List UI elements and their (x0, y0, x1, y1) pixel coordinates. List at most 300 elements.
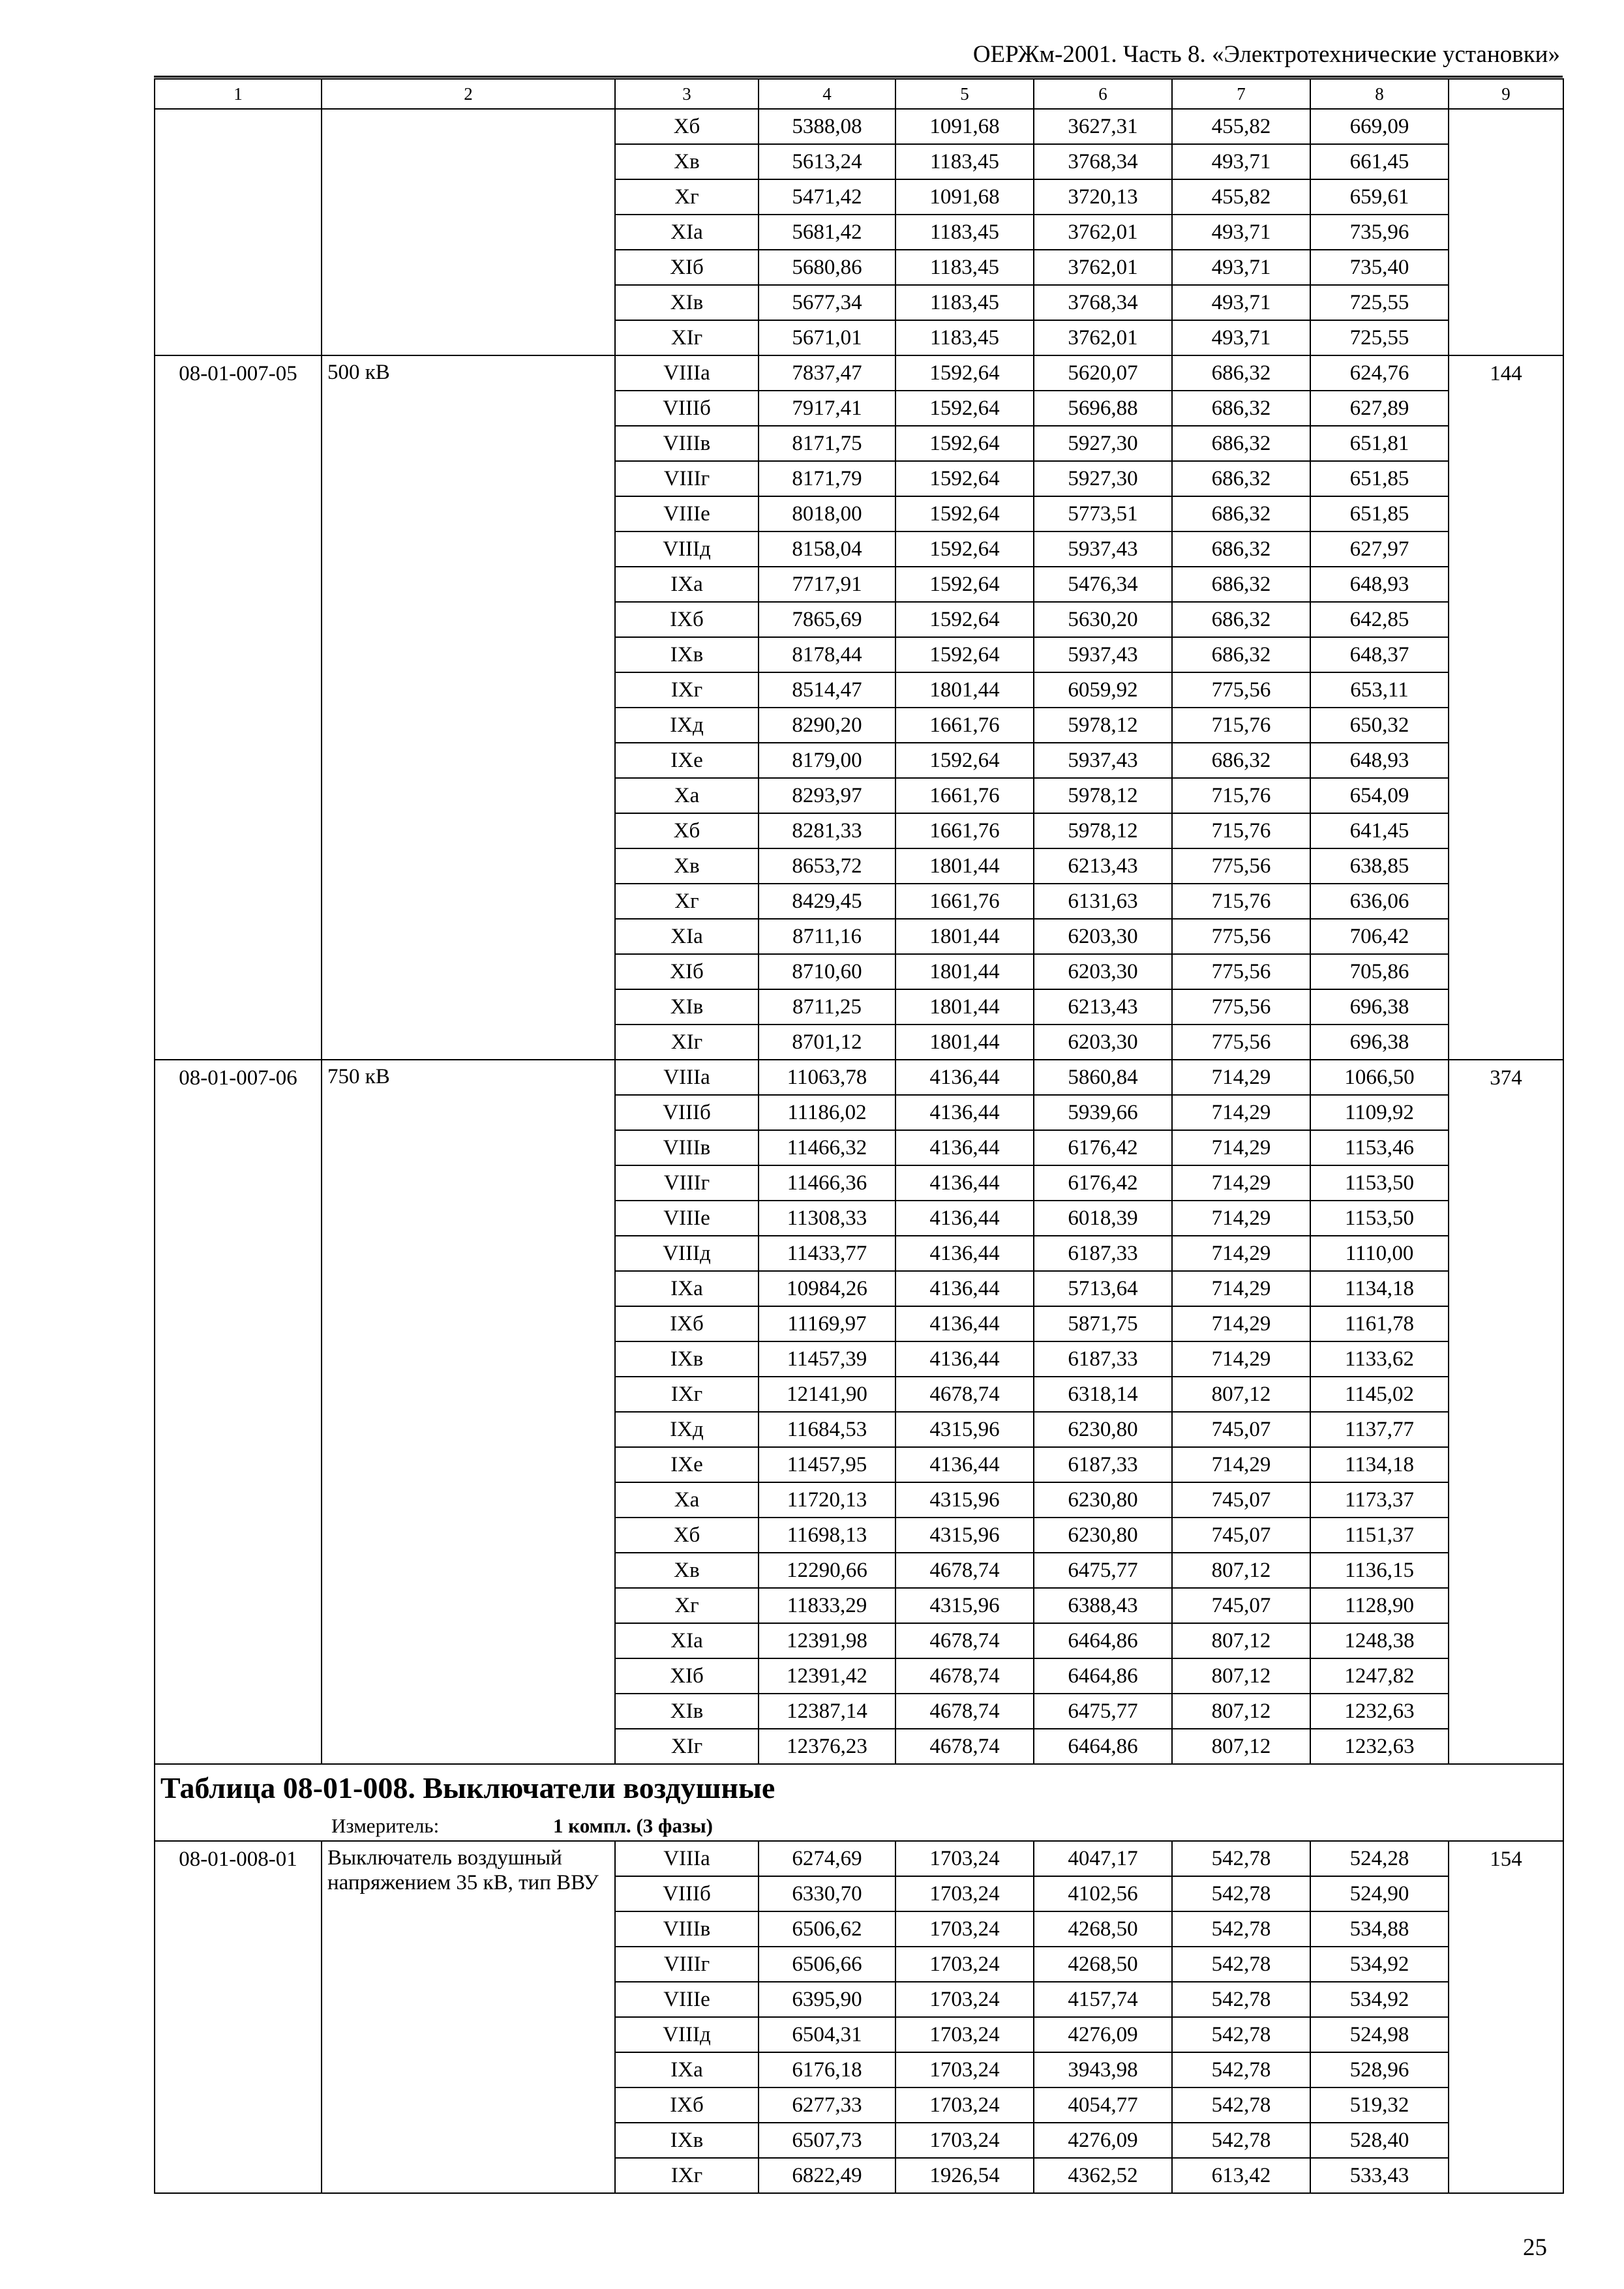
value-cell: 8701,12 (759, 1025, 895, 1060)
value-cell: 1801,44 (895, 989, 1034, 1025)
value-cell: 1703,24 (895, 1947, 1034, 1982)
value-cell: 493,71 (1172, 320, 1310, 355)
value-cell: 642,85 (1310, 602, 1449, 637)
value-cell: 6203,30 (1034, 1025, 1172, 1060)
value-cell: 1926,54 (895, 2158, 1034, 2193)
value-cell: 651,85 (1310, 461, 1449, 496)
value-cell: 3768,34 (1034, 285, 1172, 320)
value-cell: 6230,80 (1034, 1482, 1172, 1518)
zone-cell: XIб (615, 1658, 759, 1694)
zone-cell: VIIIг (615, 461, 759, 496)
value-cell: 1592,64 (895, 567, 1034, 602)
value-cell: 8293,97 (759, 778, 895, 813)
value-cell: 4136,44 (895, 1201, 1034, 1236)
value-cell: 5620,07 (1034, 355, 1172, 391)
zone-cell: Xб (615, 1518, 759, 1553)
value-cell: 5388,08 (759, 109, 895, 144)
zone-cell: IXб (615, 2087, 759, 2123)
value-cell: 1136,15 (1310, 1553, 1449, 1588)
zone-cell: IXб (615, 602, 759, 637)
value-cell: 8290,20 (759, 708, 895, 743)
value-cell: 1703,24 (895, 1841, 1034, 1876)
value-cell: 1151,37 (1310, 1518, 1449, 1553)
value-cell: 11466,32 (759, 1130, 895, 1165)
zone-cell: VIIIб (615, 1876, 759, 1911)
value-cell: 1592,64 (895, 391, 1034, 426)
value-cell: 686,32 (1172, 391, 1310, 426)
value-cell: 3943,98 (1034, 2052, 1172, 2087)
value-cell: 6507,73 (759, 2123, 895, 2158)
zone-cell: IXв (615, 1341, 759, 1377)
value-cell: 5937,43 (1034, 743, 1172, 778)
col-number: 8 (1310, 79, 1449, 109)
value-cell: 8711,25 (759, 989, 895, 1025)
value-cell: 807,12 (1172, 1377, 1310, 1412)
rate-extra-value: 144 (1449, 355, 1563, 1060)
zone-cell: XIв (615, 1694, 759, 1729)
zone-cell: Xг (615, 1588, 759, 1623)
value-cell: 1091,68 (895, 109, 1034, 144)
value-cell: 636,06 (1310, 884, 1449, 919)
value-cell: 745,07 (1172, 1588, 1310, 1623)
value-cell: 11457,39 (759, 1341, 895, 1377)
value-cell: 735,96 (1310, 215, 1449, 250)
value-cell: 12387,14 (759, 1694, 895, 1729)
zone-cell: Xв (615, 1553, 759, 1588)
value-cell: 6388,43 (1034, 1588, 1172, 1623)
value-cell: 1592,64 (895, 602, 1034, 637)
zone-cell: Xг (615, 884, 759, 919)
value-cell: 534,92 (1310, 1982, 1449, 2017)
zone-cell: IXг (615, 1377, 759, 1412)
zone-cell: Xв (615, 144, 759, 179)
value-cell: 1183,45 (895, 320, 1034, 355)
value-cell: 669,09 (1310, 109, 1449, 144)
value-cell: 8711,16 (759, 919, 895, 954)
value-cell: 5978,12 (1034, 778, 1172, 813)
value-cell: 524,28 (1310, 1841, 1449, 1876)
value-cell: 1661,76 (895, 884, 1034, 919)
value-cell: 11833,29 (759, 1588, 895, 1623)
value-cell: 6506,62 (759, 1911, 895, 1947)
value-cell: 638,85 (1310, 848, 1449, 884)
value-cell: 6059,92 (1034, 672, 1172, 708)
value-cell: 807,12 (1172, 1694, 1310, 1729)
value-cell: 686,32 (1172, 496, 1310, 531)
value-cell: 775,56 (1172, 919, 1310, 954)
header-title: ОЕРЖм-2001. Часть 8. «Электротехнические установки» (972, 41, 1560, 68)
value-cell: 1592,64 (895, 531, 1034, 567)
rate-extra-value: 374 (1449, 1060, 1563, 1764)
value-cell: 1137,77 (1310, 1412, 1449, 1447)
value-cell: 12391,98 (759, 1623, 895, 1658)
value-cell: 6187,33 (1034, 1447, 1172, 1482)
value-cell: 4136,44 (895, 1236, 1034, 1271)
value-cell: 686,32 (1172, 602, 1310, 637)
zone-cell: IXв (615, 2123, 759, 2158)
table-008-heading (155, 1764, 1563, 1841)
value-cell: 5696,88 (1034, 391, 1172, 426)
value-cell: 5871,75 (1034, 1306, 1172, 1341)
value-cell: 1133,62 (1310, 1341, 1449, 1377)
value-cell: 696,38 (1310, 1025, 1449, 1060)
value-cell: 1703,24 (895, 2052, 1034, 2087)
value-cell: 6176,42 (1034, 1165, 1172, 1201)
rate-code: 08-01-007-06 (155, 1060, 322, 1764)
table-row (155, 1060, 1563, 1095)
value-cell: 5471,42 (759, 179, 895, 215)
table-title-row (155, 1764, 1563, 1812)
price-table-container (154, 78, 1563, 2194)
value-cell: 542,78 (1172, 2123, 1310, 2158)
value-cell: 4136,44 (895, 1306, 1034, 1341)
value-cell: 1248,38 (1310, 1623, 1449, 1658)
zone-cell: VIIIб (615, 1095, 759, 1130)
zone-cell: IXа (615, 1271, 759, 1306)
value-cell: 6464,86 (1034, 1729, 1172, 1764)
zone-cell: Xб (615, 109, 759, 144)
zone-cell: VIIIа (615, 355, 759, 391)
value-cell: 5927,30 (1034, 461, 1172, 496)
value-cell: 1145,02 (1310, 1377, 1449, 1412)
value-cell: 6213,43 (1034, 989, 1172, 1025)
value-cell: 3720,13 (1034, 179, 1172, 215)
value-cell: 11457,95 (759, 1447, 895, 1482)
value-cell: 1091,68 (895, 179, 1034, 215)
value-cell: 715,76 (1172, 708, 1310, 743)
value-cell: 686,32 (1172, 461, 1310, 496)
value-cell: 627,89 (1310, 391, 1449, 426)
value-cell: 6131,63 (1034, 884, 1172, 919)
value-cell: 6018,39 (1034, 1201, 1172, 1236)
value-cell: 1592,64 (895, 461, 1034, 496)
value-cell: 493,71 (1172, 144, 1310, 179)
value-cell: 714,29 (1172, 1447, 1310, 1482)
value-cell: 7865,69 (759, 602, 895, 637)
value-cell: 5978,12 (1034, 813, 1172, 848)
zone-cell: VIIIа (615, 1060, 759, 1095)
value-cell: 686,32 (1172, 426, 1310, 461)
value-cell: 4102,56 (1034, 1876, 1172, 1911)
value-cell: 7717,91 (759, 567, 895, 602)
zone-cell: VIIIв (615, 426, 759, 461)
value-cell: 1153,50 (1310, 1165, 1449, 1201)
measure-cell (155, 1812, 1563, 1841)
value-cell: 1703,24 (895, 2123, 1034, 2158)
value-cell: 6176,42 (1034, 1130, 1172, 1165)
value-cell: 1801,44 (895, 848, 1034, 884)
value-cell: 725,55 (1310, 285, 1449, 320)
value-cell: 714,29 (1172, 1201, 1310, 1236)
value-cell: 775,56 (1172, 1025, 1310, 1060)
value-cell: 11308,33 (759, 1201, 895, 1236)
col-number: 4 (759, 79, 895, 109)
value-cell: 6506,66 (759, 1947, 895, 1982)
value-cell: 1232,63 (1310, 1694, 1449, 1729)
rate-name: Выключатель воздушный напряжением 35 кВ, тип ВВУ (322, 1841, 615, 2193)
zone-cell: Xа (615, 1482, 759, 1518)
value-cell: 1592,64 (895, 743, 1034, 778)
value-cell: 11684,53 (759, 1412, 895, 1447)
value-cell: 5476,34 (1034, 567, 1172, 602)
value-cell: 6230,80 (1034, 1412, 1172, 1447)
value-cell: 4678,74 (895, 1553, 1034, 1588)
table-row (155, 1841, 1563, 1876)
value-cell: 6395,90 (759, 1982, 895, 2017)
col-number: 1 (155, 79, 322, 109)
value-cell: 8710,60 (759, 954, 895, 989)
col-number: 9 (1449, 79, 1563, 109)
value-cell: 4678,74 (895, 1694, 1034, 1729)
zone-cell: Xа (615, 778, 759, 813)
column-number-row (155, 79, 1563, 109)
value-cell: 11698,13 (759, 1518, 895, 1553)
rate-code: 08-01-008-01 (155, 1841, 322, 2193)
value-cell: 493,71 (1172, 215, 1310, 250)
value-cell: 4276,09 (1034, 2123, 1172, 2158)
value-cell: 4136,44 (895, 1341, 1034, 1377)
value-cell: 12391,42 (759, 1658, 895, 1694)
value-cell: 648,37 (1310, 637, 1449, 672)
value-cell: 542,78 (1172, 2052, 1310, 2087)
zone-cell: XIв (615, 285, 759, 320)
value-cell: 12141,90 (759, 1377, 895, 1412)
value-cell: 1110,00 (1310, 1236, 1449, 1271)
value-cell: 8653,72 (759, 848, 895, 884)
value-cell: 1134,18 (1310, 1447, 1449, 1482)
value-cell: 12290,66 (759, 1553, 895, 1588)
value-cell: 1128,90 (1310, 1588, 1449, 1623)
value-cell: 1801,44 (895, 919, 1034, 954)
zone-cell: VIIIб (615, 391, 759, 426)
zone-cell: XIг (615, 1729, 759, 1764)
value-cell: 6822,49 (759, 2158, 895, 2193)
rate-extra-value (1449, 109, 1563, 355)
value-cell: 651,81 (1310, 426, 1449, 461)
value-cell: 5937,43 (1034, 637, 1172, 672)
value-cell: 1173,37 (1310, 1482, 1449, 1518)
value-cell: 4678,74 (895, 1729, 1034, 1764)
value-cell: 654,09 (1310, 778, 1449, 813)
value-cell: 1109,92 (1310, 1095, 1449, 1130)
zone-cell: XIв (615, 989, 759, 1025)
value-cell: 706,42 (1310, 919, 1449, 954)
value-cell: 3768,34 (1034, 144, 1172, 179)
value-cell: 524,98 (1310, 2017, 1449, 2052)
zone-cell: XIб (615, 954, 759, 989)
value-cell: 1232,63 (1310, 1729, 1449, 1764)
zone-cell: XIг (615, 320, 759, 355)
col-number: 6 (1034, 79, 1172, 109)
measure-value: 1 компл. (3 фазы) (553, 1814, 713, 1837)
value-cell: 6464,86 (1034, 1623, 1172, 1658)
value-cell: 524,90 (1310, 1876, 1449, 1911)
value-cell: 533,43 (1310, 2158, 1449, 2193)
value-cell: 653,11 (1310, 672, 1449, 708)
value-cell: 542,78 (1172, 1947, 1310, 1982)
zone-cell: VIIIв (615, 1911, 759, 1947)
value-cell: 1661,76 (895, 778, 1034, 813)
value-cell: 4678,74 (895, 1658, 1034, 1694)
value-cell: 542,78 (1172, 1911, 1310, 1947)
value-cell: 714,29 (1172, 1060, 1310, 1095)
value-cell: 4136,44 (895, 1271, 1034, 1306)
measure-row (155, 1812, 1563, 1841)
value-cell: 745,07 (1172, 1412, 1310, 1447)
value-cell: 5773,51 (1034, 496, 1172, 531)
value-cell: 6176,18 (759, 2052, 895, 2087)
value-cell: 6187,33 (1034, 1236, 1172, 1271)
value-cell: 4315,96 (895, 1412, 1034, 1447)
value-cell: 715,76 (1172, 884, 1310, 919)
value-cell: 1661,76 (895, 708, 1034, 743)
value-cell: 686,32 (1172, 567, 1310, 602)
value-cell: 6203,30 (1034, 919, 1172, 954)
value-cell: 5680,86 (759, 250, 895, 285)
value-cell: 1183,45 (895, 144, 1034, 179)
value-cell: 4315,96 (895, 1588, 1034, 1623)
table-row (155, 109, 1563, 144)
zone-cell: XIб (615, 250, 759, 285)
rate-name (322, 109, 615, 355)
value-cell: 1592,64 (895, 496, 1034, 531)
value-cell: 715,76 (1172, 813, 1310, 848)
col-number: 7 (1172, 79, 1310, 109)
zone-cell: VIIIг (615, 1947, 759, 1982)
value-cell: 5677,34 (759, 285, 895, 320)
value-cell: 4136,44 (895, 1060, 1034, 1095)
value-cell: 5927,30 (1034, 426, 1172, 461)
value-cell: 624,76 (1310, 355, 1449, 391)
value-cell: 10984,26 (759, 1271, 895, 1306)
value-cell: 4047,17 (1034, 1841, 1172, 1876)
value-cell: 627,97 (1310, 531, 1449, 567)
value-cell: 5937,43 (1034, 531, 1172, 567)
value-cell: 1592,64 (895, 637, 1034, 672)
rate-code (155, 109, 322, 355)
value-cell: 714,29 (1172, 1095, 1310, 1130)
zone-cell: XIг (615, 1025, 759, 1060)
value-cell: 542,78 (1172, 1876, 1310, 1911)
value-cell: 11433,77 (759, 1236, 895, 1271)
zone-cell: VIIIд (615, 531, 759, 567)
value-cell: 714,29 (1172, 1341, 1310, 1377)
value-cell: 5860,84 (1034, 1060, 1172, 1095)
value-cell: 1703,24 (895, 2017, 1034, 2052)
col-number: 2 (322, 79, 615, 109)
value-cell: 1247,82 (1310, 1658, 1449, 1694)
rate-extra-value: 154 (1449, 1841, 1563, 2193)
value-cell: 4136,44 (895, 1095, 1034, 1130)
value-cell: 651,85 (1310, 496, 1449, 531)
value-cell: 3762,01 (1034, 320, 1172, 355)
value-cell: 745,07 (1172, 1518, 1310, 1553)
zone-cell: VIIIе (615, 1982, 759, 2017)
value-cell: 8429,45 (759, 884, 895, 919)
measure-label: Измеритель: (331, 1814, 440, 1837)
value-cell: 5713,64 (1034, 1271, 1172, 1306)
value-cell: 11466,36 (759, 1165, 895, 1201)
value-cell: 8171,79 (759, 461, 895, 496)
value-cell: 4678,74 (895, 1377, 1034, 1412)
value-cell: 807,12 (1172, 1553, 1310, 1588)
value-cell: 455,82 (1172, 179, 1310, 215)
value-cell: 4157,74 (1034, 1982, 1172, 2017)
value-cell: 5939,66 (1034, 1095, 1172, 1130)
zone-cell: VIIIв (615, 1130, 759, 1165)
value-cell: 714,29 (1172, 1165, 1310, 1201)
value-cell: 775,56 (1172, 954, 1310, 989)
value-cell: 5978,12 (1034, 708, 1172, 743)
value-cell: 11720,13 (759, 1482, 895, 1518)
zone-cell: IXа (615, 2052, 759, 2087)
zone-cell: IXб (615, 1306, 759, 1341)
value-cell: 8179,00 (759, 743, 895, 778)
value-cell: 714,29 (1172, 1306, 1310, 1341)
value-cell: 519,32 (1310, 2087, 1449, 2123)
zone-cell: XIа (615, 1623, 759, 1658)
zone-cell: VIIIе (615, 496, 759, 531)
value-cell: 3762,01 (1034, 215, 1172, 250)
value-cell: 6274,69 (759, 1841, 895, 1876)
value-cell: 4678,74 (895, 1623, 1034, 1658)
value-cell: 4268,50 (1034, 1911, 1172, 1947)
value-cell: 528,40 (1310, 2123, 1449, 2158)
value-cell: 5671,01 (759, 320, 895, 355)
value-cell: 6203,30 (1034, 954, 1172, 989)
zone-cell: Xг (615, 179, 759, 215)
value-cell: 6230,80 (1034, 1518, 1172, 1553)
value-cell: 1703,24 (895, 1982, 1034, 2017)
value-cell: 807,12 (1172, 1658, 1310, 1694)
zone-cell: IXг (615, 672, 759, 708)
value-cell: 534,92 (1310, 1947, 1449, 1982)
value-cell: 534,88 (1310, 1911, 1449, 1947)
zone-cell: Xв (615, 848, 759, 884)
table-title: Таблица 08-01-008. Выключатели воздушные (155, 1764, 1563, 1812)
value-cell: 6330,70 (759, 1876, 895, 1911)
value-cell: 1592,64 (895, 426, 1034, 461)
zone-cell: IXг (615, 2158, 759, 2193)
value-cell: 7917,41 (759, 391, 895, 426)
value-cell: 686,32 (1172, 743, 1310, 778)
value-cell: 6213,43 (1034, 848, 1172, 884)
value-cell: 686,32 (1172, 531, 1310, 567)
value-cell: 1134,18 (1310, 1271, 1449, 1306)
zone-cell: XIа (615, 919, 759, 954)
value-cell: 4136,44 (895, 1165, 1034, 1201)
value-cell: 542,78 (1172, 2017, 1310, 2052)
value-cell: 1703,24 (895, 2087, 1034, 2123)
value-cell: 11186,02 (759, 1095, 895, 1130)
value-cell: 493,71 (1172, 250, 1310, 285)
value-cell: 8158,04 (759, 531, 895, 567)
price-table (154, 78, 1564, 2194)
value-cell: 11169,97 (759, 1306, 895, 1341)
zone-cell: IXе (615, 1447, 759, 1482)
rate-name: 750 кВ (322, 1060, 615, 1764)
value-cell: 6475,77 (1034, 1553, 1172, 1588)
zone-cell: VIIIг (615, 1165, 759, 1201)
value-cell: 6277,33 (759, 2087, 895, 2123)
zone-cell: VIIIд (615, 2017, 759, 2052)
zone-cell: IXд (615, 708, 759, 743)
zone-cell: IXе (615, 743, 759, 778)
value-cell: 11063,78 (759, 1060, 895, 1095)
value-cell: 8281,33 (759, 813, 895, 848)
zone-cell: VIIIа (615, 1841, 759, 1876)
value-cell: 696,38 (1310, 989, 1449, 1025)
